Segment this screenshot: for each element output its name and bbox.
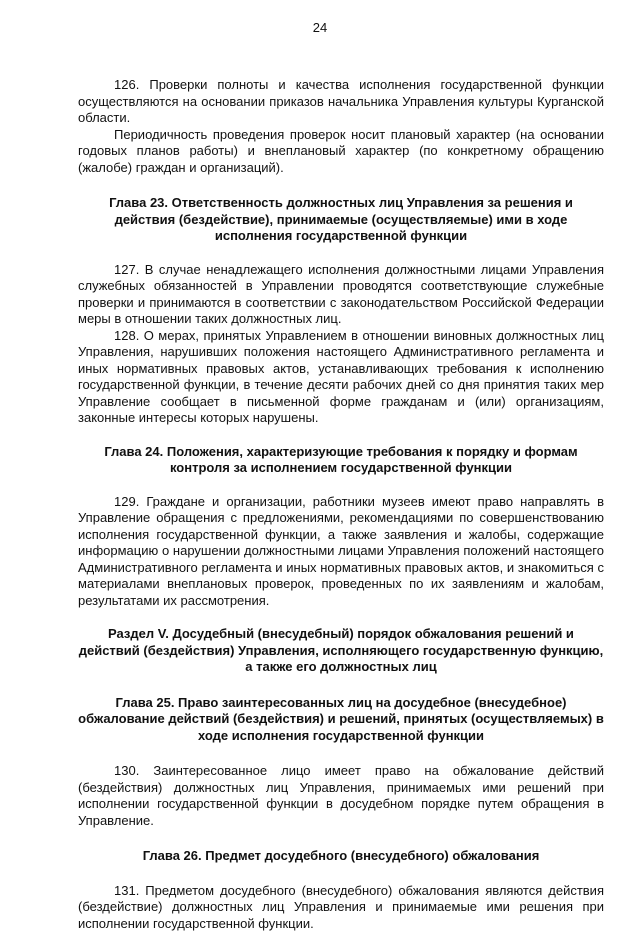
page-number: 24 (0, 20, 640, 37)
paragraph-130: 130. Заинтересованное лицо имеет право на обжалование действий (бездействия) должностных лиц Управления, принимаемых ими решений при исполнении государственной функции в досудебном порядке путем обращения в Управление. (78, 763, 604, 829)
paragraph-131: 131. Предметом досудебного (внесудебного) обжалования являются действия (бездействие) должностных лиц Управления и принимаемые ими решения при исполнении государственной функции. (78, 883, 604, 932)
section-5-heading: Раздел V. Досудебный (внесудебный) порядок обжалования решений и действий (бездействия) Управления, исполняющего государственную функцию, а также его должностных лиц (78, 626, 604, 676)
paragraph-126-periodicity: Периодичность проведения проверок носит плановый характер (на основании годовых планов работы) и внеплановый характер (по конкретному обращению (жалобе) граждан и организаций). (78, 127, 604, 177)
paragraph-126: 126. Проверки полноты и качества исполнения государственной функции осуществляются на основании приказов начальника Управления культуры Курганской области. (78, 77, 604, 127)
chapter-24-heading: Глава 24. Положения, характеризующие требования к порядку и формам контроля за исполнением государственной функции (78, 444, 604, 477)
chapter-25-heading: Глава 25. Право заинтересованных лиц на досудебное (внесудебное) обжалование действий (бездействия) и решений, принятых (осуществляемых) в ходе исполнения государственной функции (78, 695, 604, 745)
paragraph-128: 128. О мерах, принятых Управлением в отношении виновных должностных лиц Управления, нарушивших положения настоящего Административного регламента и иных нормативных правовых актов, устанавливающих требования к исполнению государственной функции, в течение десяти рабочих дней со дня принятия таких мер Управление сообщает в письменной форме гражданам и (или) организациям, законные интересы которых нарушены. (78, 328, 604, 427)
paragraph-127: 127. В случае ненадлежащего исполнения должностными лицами Управления служебных обязанностей в Управлении проводятся соответствующие служебные проверки и принимаются в соответствии с законодательством Российской Федерации меры в отношении таких должностных лиц. (78, 262, 604, 328)
chapter-23-heading: Глава 23. Ответственность должностных лиц Управления за решения и действия (бездействие), принимаемые (осуществляемые) ими в ходе исполнения государственной функции (78, 195, 604, 245)
paragraph-129: 129. Граждане и организации, работники музеев имеют право направлять в Управление обращения с предложениями, рекомендациями по совершенствованию исполнения государственной функции, а также заявления и жалобы, содержащие информацию о нарушении должностными лицами Управления положений настоящего Административного регламента и иных нормативных правовых актов, и знакомиться с материалами внеплановых проверок, проведенных по их заявлениям и жалобам, результатами их рассмотрения. (78, 494, 604, 610)
document-body (78, 77, 604, 932)
chapter-26-heading: Глава 26. Предмет досудебного (внесудебного) обжалования (78, 848, 604, 865)
